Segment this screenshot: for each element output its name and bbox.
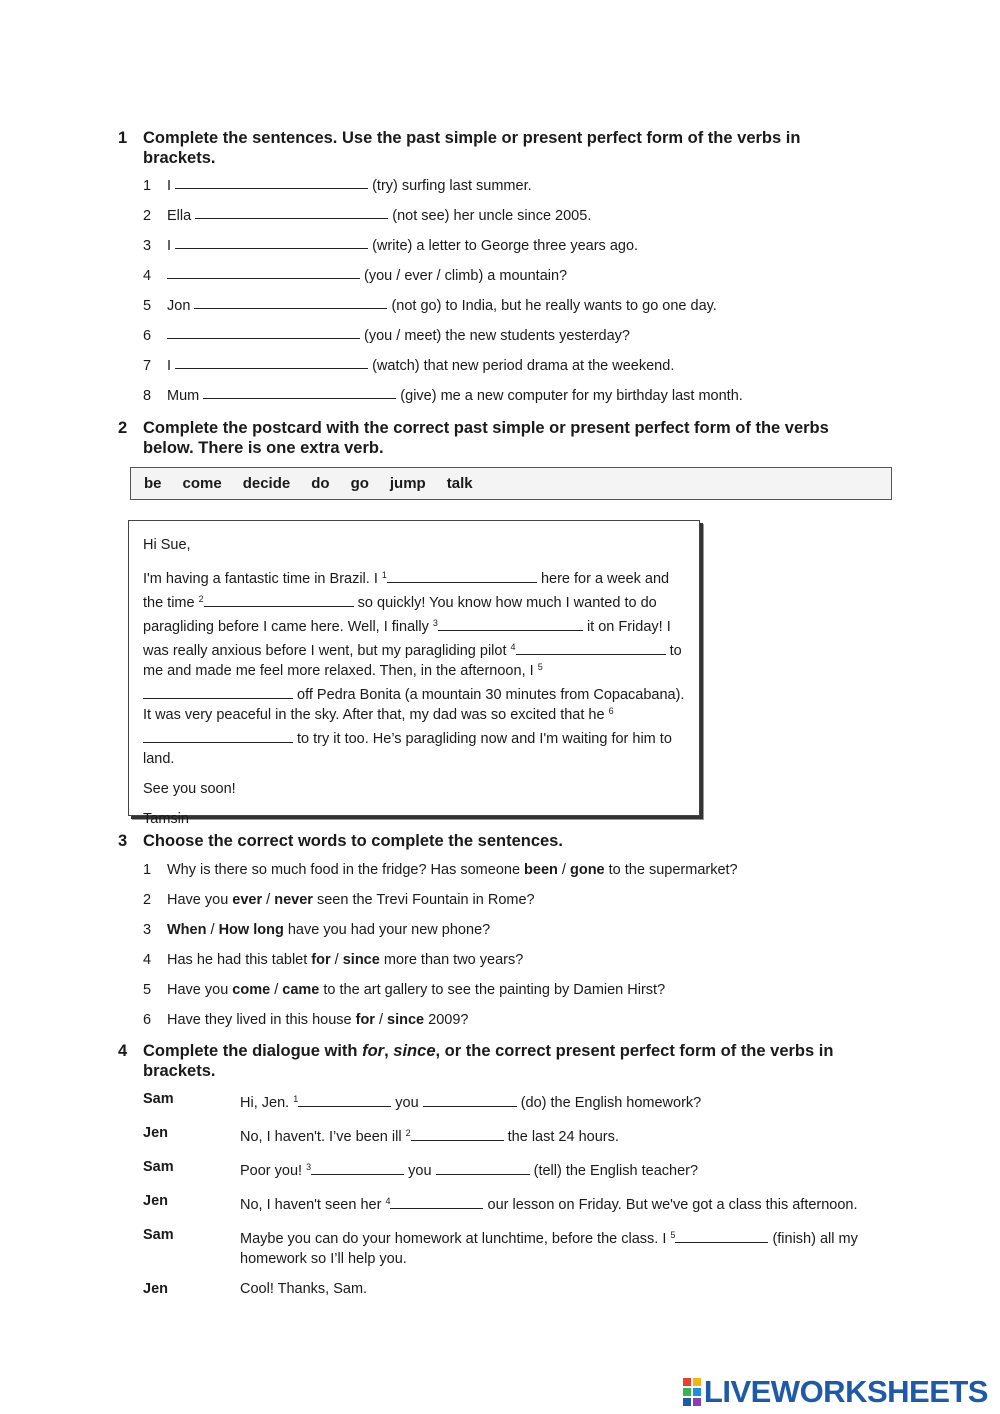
dialogue-line [143,1089,898,1113]
list-item [143,1005,898,1035]
line-text: (finish) all my homework so I’ll help you. [240,1231,858,1267]
logo-square [683,1388,691,1396]
option-b[interactable]: gone [569,861,605,878]
item-text: Has he had this tablet [167,951,308,968]
list-item [143,231,898,261]
gap-number: 3 [432,618,438,628]
answer-blank[interactable] [167,321,360,339]
exercise-4-heading [118,1042,898,1081]
exercise-number: 4 [118,1042,128,1060]
list-item [143,351,898,381]
option-a[interactable]: ever [232,891,263,908]
line-text: Hi, Jen. [240,1095,290,1111]
item-text: Have they lived in this house [167,1011,352,1028]
speaker: Sam [143,1227,174,1243]
postcard-body [143,565,685,769]
title-text: , or the correct present perfect form of the verbs in brackets. [143,1042,834,1080]
answer-blank[interactable] [175,351,368,369]
item-number: 7 [143,358,152,374]
option-separator: / [334,951,339,968]
item-number: 5 [143,981,152,998]
dialogue-text [240,1089,888,1113]
item-prefix: Mum [167,388,200,404]
answer-blank[interactable] [195,201,388,219]
verb-chip: jump [389,475,426,492]
line-text: Poor you! [240,1163,303,1179]
answer-blank[interactable] [390,1191,483,1209]
item-text: to the art gallery to see the painting by Damien Hirst? [323,981,666,998]
item-text: (give) me a new computer for my birthday last month. [400,388,743,404]
exercise-title: Complete the postcard with the correct past simple or present perfect form of the verbs below. There is one extra verb. [143,419,829,457]
option-a[interactable]: for [355,1011,375,1028]
gap-number: 4 [385,1196,391,1206]
answer-blank[interactable] [311,1157,404,1175]
verb-chip: come [182,475,222,492]
gap-number: 6 [608,706,614,716]
dialogue-text [240,1123,888,1147]
option-separator: / [561,861,566,878]
exercise-title: Complete the sentences. Use the past simple or present perfect form of the verbs in brackets. [143,129,801,167]
item-prefix: Jon [167,298,191,314]
item-text: 2009? [428,1011,469,1028]
postcard-text: to me and made me feel more relaxed. Then, in the afternoon, I [143,643,682,679]
item-text: (try) surfing last summer. [372,178,532,194]
title-for: for [362,1042,385,1060]
line-text: (tell) the English teacher? [533,1163,699,1179]
dialogue [143,1089,898,1299]
line-text: (do) the English homework? [520,1095,702,1111]
list-item [143,201,898,231]
list-item [143,261,898,291]
line-text: our lesson on Friday. But we've got a class this afternoon. [487,1197,858,1213]
item-number: 3 [143,921,152,938]
speaker: Sam [143,1091,174,1107]
postcard-text: it on Friday! I was really anxious before I went, but my paragliding pilot [143,619,671,659]
gap-number: 2 [198,594,204,604]
list-item [143,915,898,945]
answer-blank[interactable] [194,291,387,309]
verb-chip: decide [242,475,291,492]
answer-blank[interactable] [298,1089,391,1107]
exercise-number: 3 [118,832,128,850]
postcard [128,520,700,827]
line-text: No, I haven't seen her [240,1197,382,1213]
line-text: you [395,1095,419,1111]
item-number: 1 [143,178,152,194]
option-a[interactable]: been [524,861,558,878]
list-item [143,855,898,885]
item-number: 3 [143,238,152,254]
postcard-greeting: Hi Sue, [143,537,191,553]
logo-square [693,1378,701,1386]
postcard-signature: Tamsin [143,811,189,827]
item-text: (not go) to India, but he really wants to go one day. [391,298,717,314]
item-text: seen the Trevi Fountain in Rome? [316,891,535,908]
item-text: (you / ever / climb) a mountain? [364,268,568,284]
list-item [143,975,898,1005]
item-number: 6 [143,328,152,344]
verb-chip: do [311,475,330,492]
answer-blank[interactable] [411,1123,504,1141]
answer-blank[interactable] [175,231,368,249]
line-text: No, I haven't. I’ve been ill [240,1129,402,1145]
logo-square [693,1388,701,1396]
gap-number: 4 [510,642,516,652]
speaker: Jen [143,1125,168,1141]
item-text: (not see) her uncle since 2005. [392,208,592,224]
dialogue-line [143,1191,898,1215]
answer-blank[interactable] [143,725,293,743]
logo-square [683,1398,691,1406]
list-item [143,171,898,201]
item-prefix: I [167,358,172,374]
exercise-4 [118,1042,898,1309]
exercise-3-items [143,855,898,1035]
exercise-1-heading [118,129,898,168]
item-prefix: Ella [167,208,192,224]
title-text: Complete the dialogue with [143,1042,358,1060]
exercise-1 [118,129,898,411]
exercise-3-heading [118,832,898,852]
gap-number: 1 [381,570,387,580]
exercise-2-heading [118,419,898,458]
item-text: Have you [167,891,229,908]
dialogue-line [143,1279,898,1299]
option-separator: / [266,891,271,908]
option-b[interactable]: since [387,1011,425,1028]
item-text: (you / meet) the new students yesterday? [364,328,631,344]
exercise-2 [118,419,898,458]
exercise-3 [118,832,898,1035]
dialogue-text [240,1191,888,1215]
postcard-text: so quickly! You know how much I wanted to do paragliding before I came here. Well, I finally [143,595,657,635]
item-text: (write) a letter to George three years ago. [372,238,639,254]
item-prefix: I [167,238,172,254]
item-number: 4 [143,268,152,284]
exercise-title [143,1042,863,1081]
option-b[interactable]: came [282,981,320,998]
option-a[interactable]: When [167,921,207,938]
speaker: Jen [143,1193,168,1209]
dialogue-line [143,1123,898,1147]
item-number: 5 [143,298,152,314]
verb-box [130,467,892,500]
option-separator: / [210,921,215,938]
option-a[interactable]: come [232,981,271,998]
option-b[interactable]: since [342,951,380,968]
title-since: since [393,1042,436,1060]
answer-blank[interactable] [438,613,583,631]
dialogue-text [240,1157,888,1181]
logo-text: LIVEWORKSHEETS [703,1374,988,1409]
postcard-text: here for a week and the time [143,571,670,611]
dialogue-line [143,1225,898,1269]
answer-blank[interactable] [436,1157,530,1175]
gap-number: 3 [306,1162,312,1172]
list-item [143,321,898,351]
answer-blank[interactable] [423,1089,517,1107]
verb-chip: talk [446,475,473,492]
item-number: 1 [143,861,152,878]
dialogue-line [143,1157,898,1181]
item-text: Have you [167,981,229,998]
exercise-title: Choose the correct words to complete the sentences. [143,832,563,850]
item-number: 6 [143,1011,152,1028]
gap-number: 5 [537,662,543,672]
answer-blank[interactable] [143,681,293,699]
option-separator: / [378,1011,384,1028]
speaker: Sam [143,1159,174,1175]
option-b[interactable]: never [274,891,313,908]
line-text: Maybe you can do your homework at lunchtime, before the class. I [240,1231,667,1247]
dialogue-text [240,1225,888,1269]
exercise-number: 2 [118,419,128,437]
list-item [143,381,898,411]
postcard-text: I'm having a fantastic time in Brazil. I [143,571,378,587]
answer-blank[interactable] [387,565,537,583]
answer-blank[interactable] [203,381,396,399]
dialogue-text: Cool! Thanks, Sam. [240,1281,368,1297]
answer-blank[interactable] [204,589,354,607]
item-text: (watch) that new period drama at the weekend. [372,358,675,374]
verb-chip: be [144,475,162,492]
answer-blank[interactable] [516,637,666,655]
exercise-number: 1 [118,129,128,147]
option-b[interactable]: How long [218,921,284,938]
item-number: 8 [143,388,152,404]
answer-blank[interactable] [675,1225,768,1243]
exercise-1-items [143,171,898,411]
verb-chip: go [350,475,369,492]
gap-number: 2 [405,1128,411,1138]
item-number: 2 [143,891,152,908]
item-number: 4 [143,951,152,968]
gap-number: 1 [293,1094,299,1104]
gap-number: 5 [670,1230,676,1240]
item-number: 2 [143,208,152,224]
answer-blank[interactable] [175,171,368,189]
answer-blank[interactable] [167,261,360,279]
postcard-text: off Pedra Bonita (a mountain 30 minutes from Copacabana). It was very peaceful in the sky. After that, my dad was so excited that he [143,687,685,723]
line-text: you [408,1163,432,1179]
title-comma: , [384,1042,389,1060]
line-text: the last 24 hours. [507,1129,619,1145]
list-item [143,291,898,321]
option-a[interactable]: for [311,951,331,968]
postcard-closing: See you soon! [143,781,236,797]
list-item [143,885,898,915]
speaker: Jen [143,1281,168,1297]
item-prefix: I [167,178,172,194]
item-text: have you had your new phone? [287,921,491,938]
liveworksheets-logo[interactable] [683,1374,988,1410]
logo-square [693,1398,701,1406]
list-item [143,945,898,975]
option-separator: / [274,981,279,998]
logo-mark-icon [683,1378,701,1406]
logo-square [683,1378,691,1386]
item-text: more than two years? [383,951,524,968]
postcard-text: to try it too. He’s paragliding now and I'm waiting for him to land. [143,731,672,767]
item-text: Why is there so much food in the fridge? Has someone [167,861,521,878]
item-text: to the supermarket? [608,861,738,878]
